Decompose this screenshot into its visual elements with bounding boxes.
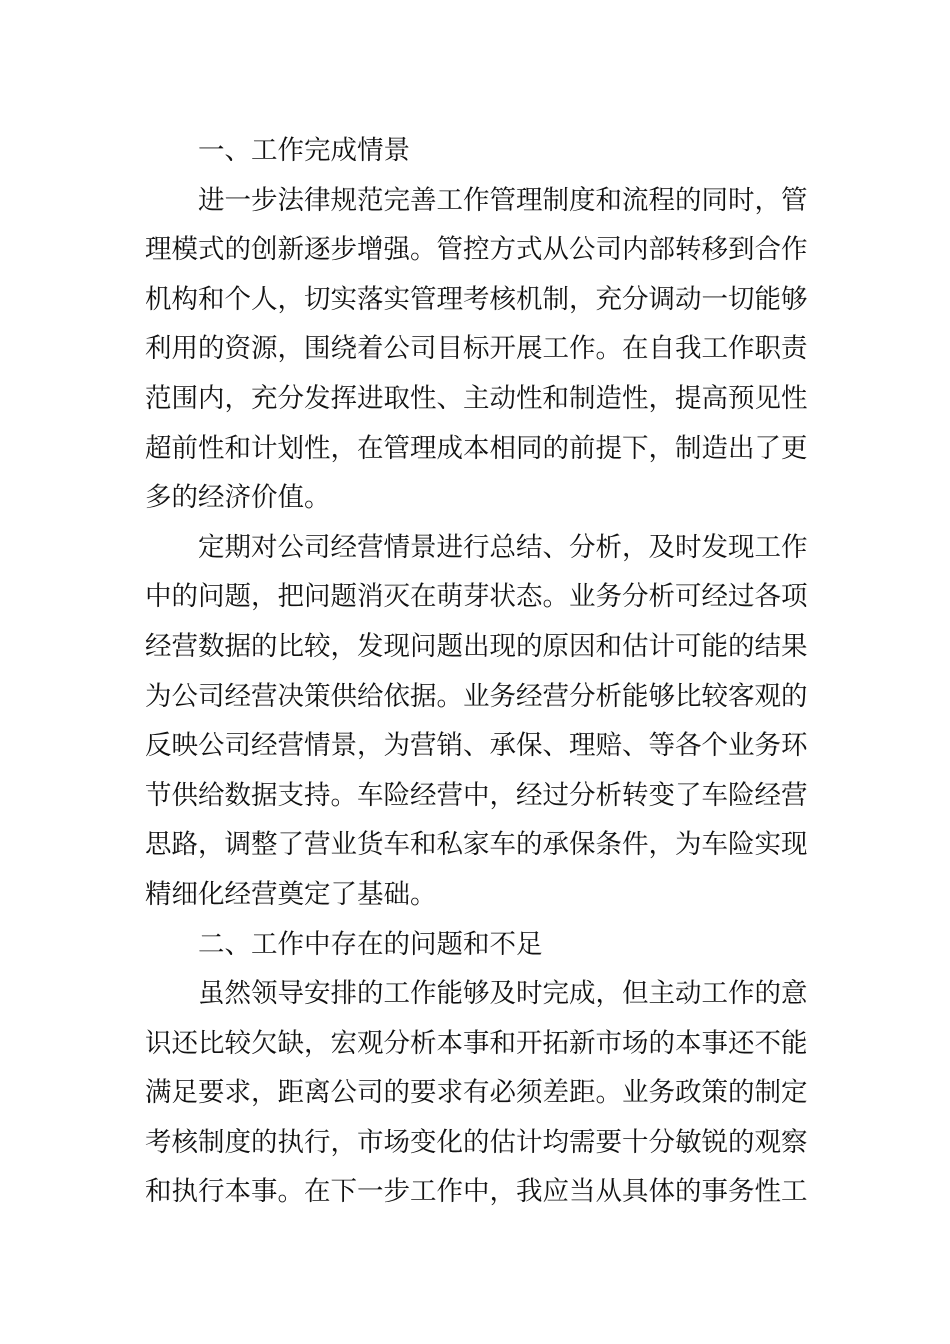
- paragraph-line: 节供给数据支持。车险经营中，经过分析转变了车险经营: [145, 779, 808, 811]
- paragraph-line: 多的经济价值。: [145, 482, 331, 514]
- paragraph-line: 机构和个人，切实落实管理考核机制，充分调动一切能够: [145, 283, 808, 315]
- paragraph-3: [145, 969, 808, 1217]
- paragraph-line: 和执行本事。在下一步工作中，我应当从具体的事务性工: [145, 1176, 808, 1208]
- paragraph-2: [145, 523, 808, 920]
- paragraph-line: 中的问题，把问题消灭在萌芽状态。业务分析可经过各项: [145, 581, 808, 613]
- document-body: [145, 126, 808, 1217]
- paragraph-line: 理模式的创新逐步增强。管控方式从公司内部转移到合作: [145, 234, 808, 266]
- paragraph-line: 范围内，充分发挥进取性、主动性和制造性，提高预见性: [145, 382, 808, 414]
- paragraph-line: 反映公司经营情景，为营销、承保、理赔、等各个业务环: [145, 730, 808, 762]
- paragraph-line: 超前性和计划性，在管理成本相同的前提下，制造出了更: [145, 432, 808, 464]
- section-heading-1: 一、工作完成情景: [198, 135, 410, 166]
- paragraph-1: [145, 176, 808, 523]
- paragraph-line: 考核制度的执行，市场变化的估计均需要十分敏锐的观察: [145, 1126, 808, 1158]
- paragraph-line: 为公司经营决策供给依据。业务经营分析能够比较客观的: [145, 680, 808, 712]
- paragraph-line: 精细化经营奠定了基础。: [145, 878, 437, 910]
- section-heading-2: 二、工作中存在的问题和不足: [198, 928, 543, 960]
- paragraph-line: 利用的资源，围绕着公司目标开展工作。在自我工作职责: [145, 333, 808, 365]
- paragraph-line: 虽然领导安排的工作能够及时完成，但主动工作的意: [198, 978, 808, 1010]
- paragraph-line: 思路，调整了营业货车和私家车的承保条件，为车险实现: [145, 829, 808, 861]
- paragraph-line: 经营数据的比较，发现问题出现的原因和估计可能的结果: [145, 630, 808, 662]
- paragraph-line: 进一步法律规范完善工作管理制度和流程的同时，管: [198, 184, 808, 216]
- paragraph-line: 满足要求，距离公司的要求有必须差距。业务政策的制定: [145, 1077, 808, 1109]
- paragraph-line: 定期对公司经营情景进行总结、分析，及时发现工作: [198, 531, 808, 563]
- paragraph-line: 识还比较欠缺，宏观分析本事和开拓新市场的本事还不能: [145, 1027, 808, 1059]
